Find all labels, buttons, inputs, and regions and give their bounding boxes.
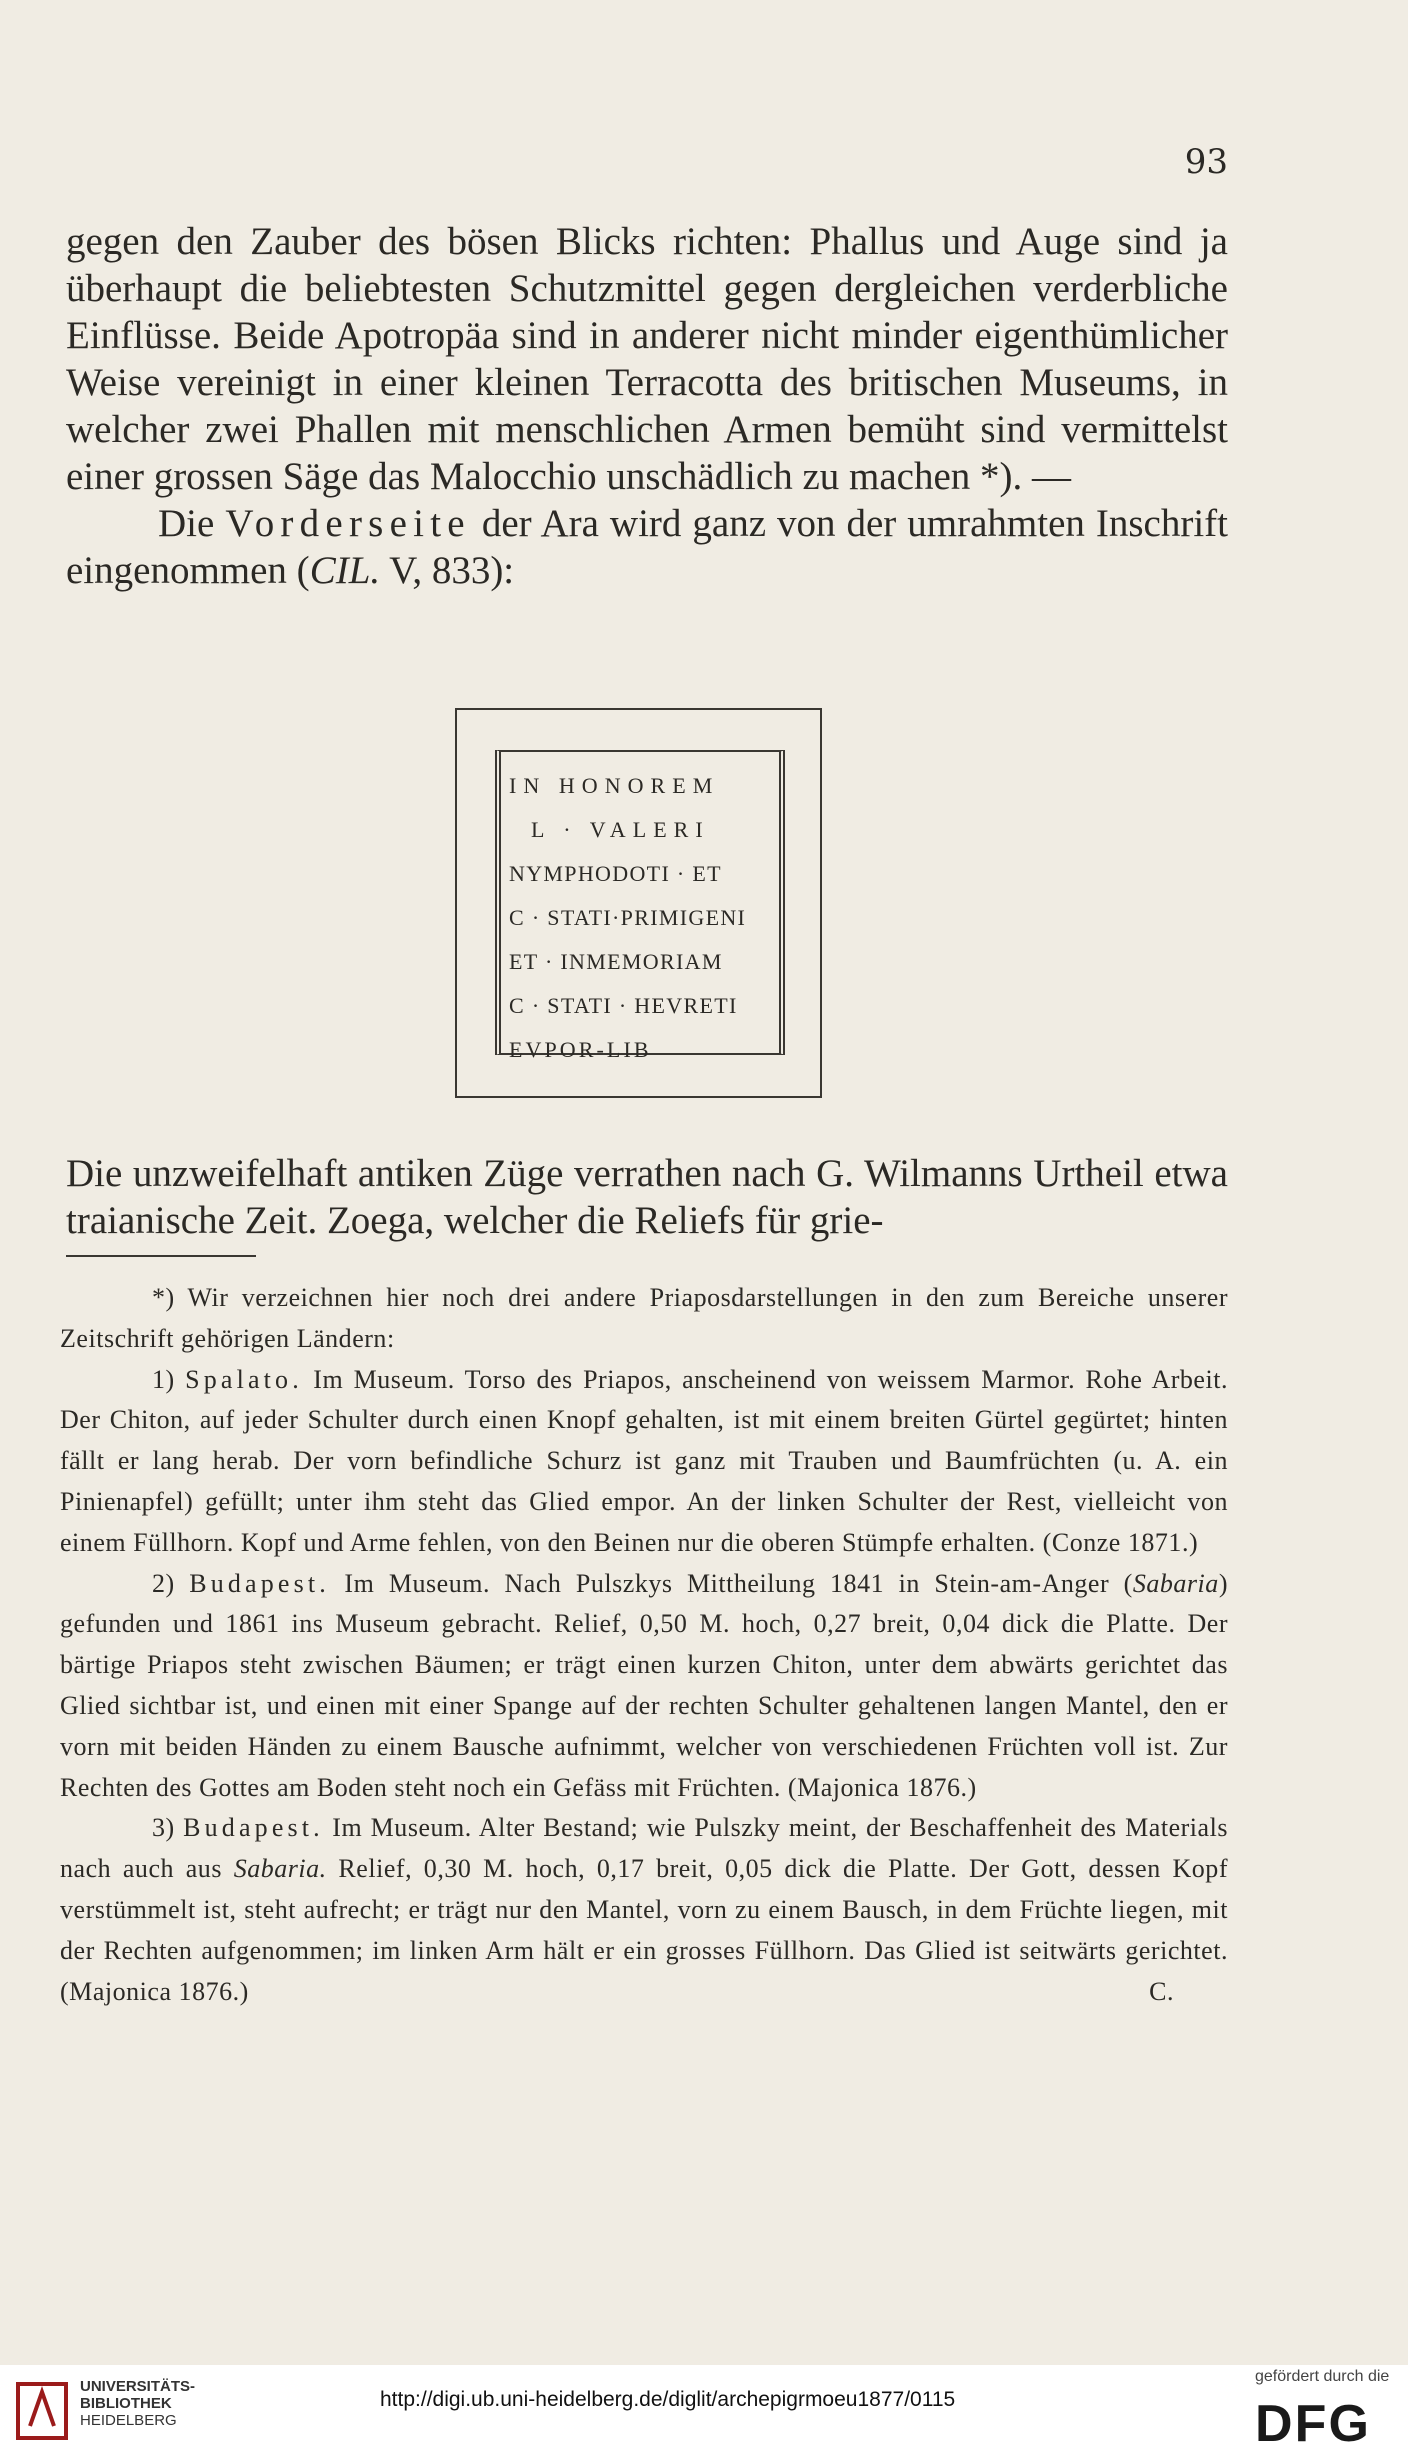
university-seal-icon <box>14 2378 70 2442</box>
dfg-logo: DFG <box>1255 2395 1372 2453</box>
inscription-line: L · VALERI <box>531 817 710 842</box>
main-text-upper <box>66 218 1228 594</box>
sabaria-term: Sabaria <box>1132 1568 1219 1598</box>
cil-abbrev: CIL. <box>309 549 381 592</box>
inscription-line: C · STATI·PRIMIGENI <box>509 905 747 930</box>
footnote-item-1: 1) Spalato. Im Museum. Torso des Priapos, anscheinend von weissem Marmor. Rohe Arbeit. Der Chiton, auf jeder Schulter durch einen Knopf gehalten, ist mit einem breiten Gürtel gegürtet; hinten fällt er lang herab. Der vorn befindliche Schurz ist ganz mit Trauben und Baumfrüchten (u. A. ein Pinienapfel) gefüllt; unter ihm steht das Glied empor. An der linken Schulter der Rest, vielleicht von einem Füllhorn. Kopf und Arme fehlen, von den Beinen nur die oberen Stümpfe erhalten. (Conze 1871.) <box>60 1364 1229 1557</box>
inscription-box <box>495 750 785 1062</box>
inscription-outer-frame <box>455 708 822 1098</box>
main-text-lower <box>66 1150 1228 1244</box>
footnote-item-3: 3) Budapest. Im Museum. Alter Bestand; wie Pulszky meint, der Beschaffenheit des Materials nach auch aus Sabaria. Relief, 0,30 M. hoch, 0,17 breit, 0,05 dick die Platte. Der Gott, dessen Kopf verstümmelt ist, steht aufrecht; er trägt nur den Mantel, vorn zu einem Bausch, in dem Früchte liegen, mit der Rechten aufgenommen; im linken Arm hält er ein grosses Füllhorn. Das Glied ist seitwärts gerichtet. (Majonica 1876.) C. <box>60 1808 1228 2012</box>
inscription-line: ET · INMEMORIAM <box>509 949 723 974</box>
place-name: Budapest. <box>189 1568 330 1598</box>
footnote-intro: *) Wir verzeichnen hier noch drei andere Priaposdarstellungen in den zum Bereiche unserer Zeitschrift gehörigen Ländern: <box>60 1283 1228 1353</box>
place-name: Budapest. <box>183 1813 324 1843</box>
paragraph-2: Die Vorderseite der Ara wird ganz von der umrahmten Inschrift eingenommen (CIL. V, 833): <box>66 502 1229 592</box>
inscription-line: EVPOR-LIB <box>509 1037 652 1062</box>
place-name: Spalato. <box>185 1364 303 1394</box>
inscription-line: NYMPHODOTI · ET <box>509 861 722 886</box>
paragraph-3: Die unzweifelhaft antiken Züge verrathen nach G. Wilmanns Urtheil etwa traianische Zeit. Zoega, welcher die Reliefs für grie- <box>66 1152 1228 1242</box>
inscription-line: IN HONOREM <box>509 773 720 798</box>
footnote-rule <box>66 1255 256 1257</box>
author-signature: C. <box>1149 1976 1174 2006</box>
inscription-line: C · STATI · HEVRETI <box>509 993 738 1018</box>
footnote-item-2: 2) Budapest. Im Museum. Nach Pulszkys Mittheilung 1841 in Stein-am-Anger (Sabaria) gefunden und 1861 ins Museum gebracht. Relief, 0,50 M. hoch, 0,27 breit, 0,04 dick die Platte. Der bärtige Priapos steht zwischen Bäumen; er trägt einen kurzen Chiton, unter dem abwärts gerichtet das Glied sichtbar ist, und einen mit einer Spange auf der rechten Schulter gehaltenen langen Mantel, den er vorn mit beiden Händen zu einem Bausche aufnimmt, welcher von verschiedenen Früchten voll ist. Zur Rechten des Gottes am Boden steht noch ein Gefäss mit Früchten. (Majonica 1876.) <box>60 1568 1228 1802</box>
library-logo-text: UNIVERSITÄTS- BIBLIOTHEK HEIDELBERG <box>80 2378 196 2429</box>
source-url-link[interactable]: http://digi.ub.uni-heidelberg.de/diglit/archepigrmoeu1877/0115 <box>380 2388 956 2411</box>
sabaria-term: Sabaria. <box>233 1854 327 1884</box>
spaced-term: Vorderseite <box>225 502 471 545</box>
paragraph-1: gegen den Zauber des bösen Blicks richten: Phallus und Auge sind ja überhaupt die beliebtesten Schutzmittel gegen dergleichen verderbliche Einflüsse. Beide Apotropäa sind in anderer nicht minder eigenthümlicher Weise vereinigt in einer kleinen Terracotta des britischen Museums, in welcher zwei Phallen mit menschlichen Armen bemüht sind vermittelst einer grossen Säge das Malocchio unschädlich zu machen *). — <box>66 220 1228 498</box>
page-number: 93 <box>1184 142 1228 182</box>
footnotes <box>60 1278 1228 2012</box>
funding-caption: gefördert durch die <box>1255 2368 1390 2385</box>
